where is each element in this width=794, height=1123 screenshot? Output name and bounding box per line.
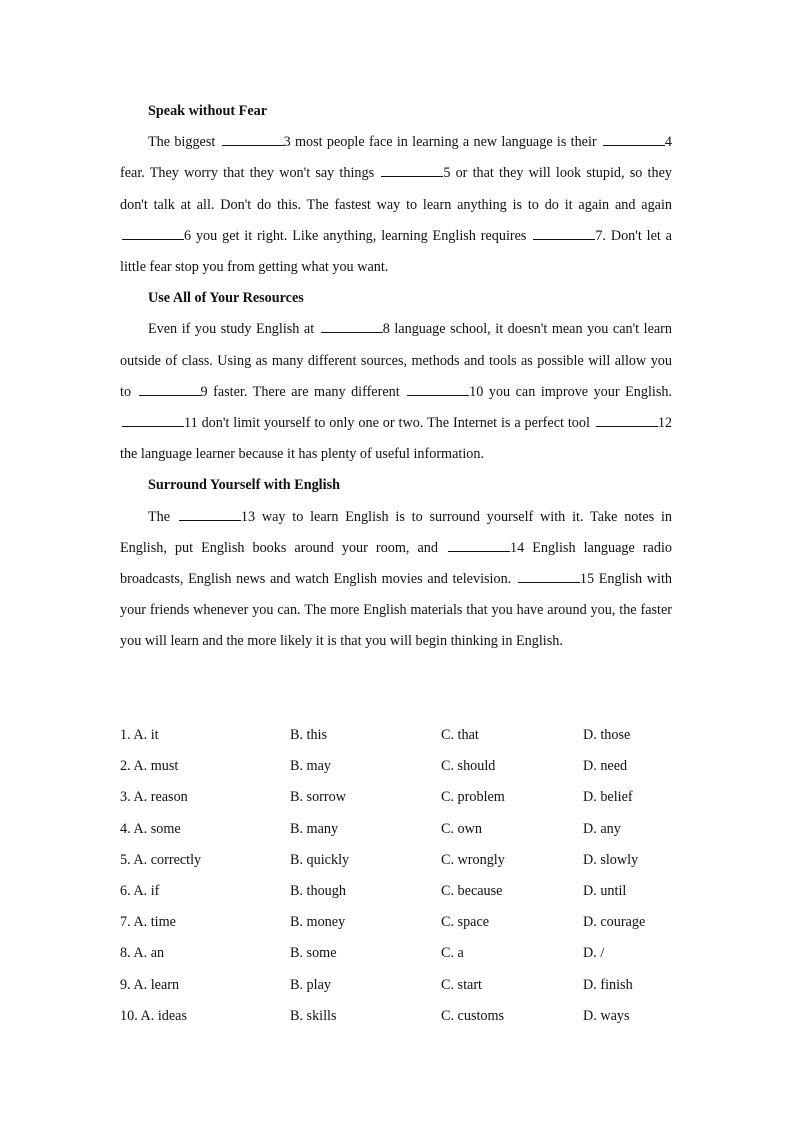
option-a[interactable]: 5. A. correctly — [120, 851, 202, 868]
option-b[interactable]: B. may — [290, 758, 331, 775]
option-row — [120, 845, 680, 876]
paragraph-text: Even if you study English at — [148, 321, 319, 338]
option-d[interactable]: D. / — [583, 945, 605, 962]
paragraph-text: 4 fear. They worry that they won't say things — [120, 134, 672, 182]
option-b[interactable]: B. skills — [290, 1007, 337, 1024]
option-a[interactable]: 3. A. reason — [120, 789, 188, 806]
blank-12[interactable] — [596, 413, 658, 427]
option-a[interactable]: 2. A. must — [120, 758, 179, 775]
paragraph-text: 9 faster. There are many different — [200, 383, 406, 400]
option-c[interactable]: C. that — [441, 727, 479, 743]
option-row — [120, 938, 680, 969]
paragraph-text: 15 English with your friends whenever you can. The more English materials that you have around you, the faster you will learn and the more likely it is that you will begin thinking in English. — [120, 571, 672, 650]
paragraph-text: 7. Don't let a little fear stop you from getting what you want. — [120, 227, 672, 275]
blank-10[interactable] — [407, 382, 469, 396]
option-d[interactable]: D. any — [583, 820, 621, 837]
blank-4[interactable] — [603, 132, 665, 146]
option-row — [120, 814, 680, 845]
option-c[interactable]: C. wrongly — [441, 851, 505, 868]
option-d[interactable]: D. slowly — [583, 851, 639, 868]
paragraph-text: 3 most people face in learning a new language is their — [283, 134, 601, 151]
option-d[interactable]: D. need — [583, 758, 628, 775]
paragraph-text: 8 language school, it doesn't mean you can't learn outside of class. Using as many different sources, methods and tools as possible will allow you to — [120, 321, 673, 400]
paragraph-speak-without-fear — [120, 127, 672, 283]
option-row — [120, 970, 680, 1001]
option-row — [120, 1001, 680, 1032]
option-row — [120, 782, 680, 813]
option-b[interactable]: B. this — [290, 727, 328, 743]
option-a[interactable]: 7. A. time — [120, 914, 176, 931]
answer-options — [120, 720, 680, 1032]
option-b[interactable]: B. some — [290, 945, 337, 962]
blank-6[interactable] — [122, 226, 184, 240]
paragraph-text: 12 the language learner because it has plenty of useful information. — [120, 415, 672, 463]
blank-14[interactable] — [448, 538, 510, 552]
option-d[interactable]: D. finish — [583, 976, 633, 993]
option-a[interactable]: 1. A. it — [120, 727, 159, 743]
paragraph-text: The biggest — [148, 134, 220, 151]
option-d[interactable]: D. until — [583, 882, 627, 899]
option-d[interactable]: D. courage — [583, 914, 646, 931]
paragraph-text: The — [148, 508, 177, 525]
paragraph-text: 6 you get it right. Like anything, learning English requires — [184, 227, 532, 244]
option-a[interactable]: 4. A. some — [120, 820, 181, 837]
option-c[interactable]: C. customs — [441, 1007, 505, 1024]
option-row — [120, 907, 680, 938]
paragraph-use-all-resources — [120, 314, 672, 470]
blank-8[interactable] — [321, 319, 383, 333]
option-c[interactable]: C. own — [441, 820, 482, 837]
option-b[interactable]: B. though — [290, 882, 346, 899]
blank-7[interactable] — [533, 226, 595, 240]
option-row — [120, 720, 680, 751]
option-b[interactable]: B. quickly — [290, 851, 350, 868]
option-b[interactable]: B. sorrow — [290, 789, 346, 806]
blank-13[interactable] — [179, 507, 241, 521]
option-c[interactable]: C. start — [441, 976, 482, 993]
blank-9[interactable] — [139, 382, 201, 396]
paragraph-surround-yourself — [120, 502, 672, 658]
paragraph-text: 5 or that they will look stupid, so they don't talk at all. Don't do this. The fastest way to learn anything is to do it again and again — [120, 165, 672, 213]
paragraph-text: 14 English language radio broadcasts, English news and watch English movies and television. — [120, 539, 672, 587]
paragraph-text: 10 you can improve your English. — [469, 383, 672, 400]
option-a[interactable]: 9. A. learn — [120, 976, 180, 993]
paragraph-text: 13 way to learn English is to surround yourself with it. Take notes in English, put English books around your room, and — [120, 508, 672, 556]
section-heading-speak-without-fear: Speak without Fear — [148, 103, 268, 119]
option-d[interactable]: D. ways — [583, 1007, 630, 1024]
blank-3[interactable] — [222, 132, 284, 146]
option-a[interactable]: 10. A. ideas — [120, 1007, 187, 1024]
option-a[interactable]: 6. A. if — [120, 882, 160, 899]
section-heading-use-all-resources: Use All of Your Resources — [148, 290, 304, 307]
blank-5[interactable] — [381, 163, 443, 177]
option-c[interactable]: C. problem — [441, 789, 505, 806]
option-b[interactable]: B. many — [290, 820, 339, 837]
option-row — [120, 876, 680, 907]
paragraph-text: 11 don't limit yourself to only one or two. The Internet is a perfect tool — [184, 415, 594, 431]
option-a[interactable]: 8. A. an — [120, 945, 165, 962]
option-d[interactable]: D. those — [583, 727, 631, 743]
option-c[interactable]: C. a — [441, 945, 464, 962]
section-heading-surround-yourself: Surround Yourself with English — [148, 477, 340, 494]
option-b[interactable]: B. money — [290, 914, 346, 931]
option-row — [120, 751, 680, 782]
option-c[interactable]: C. should — [441, 758, 496, 775]
option-d[interactable]: D. belief — [583, 789, 633, 806]
article — [120, 96, 672, 658]
option-b[interactable]: B. play — [290, 976, 331, 993]
option-c[interactable]: C. space — [441, 914, 490, 931]
option-c[interactable]: C. because — [441, 882, 503, 899]
blank-15[interactable] — [518, 569, 580, 583]
blank-11[interactable] — [122, 413, 184, 427]
